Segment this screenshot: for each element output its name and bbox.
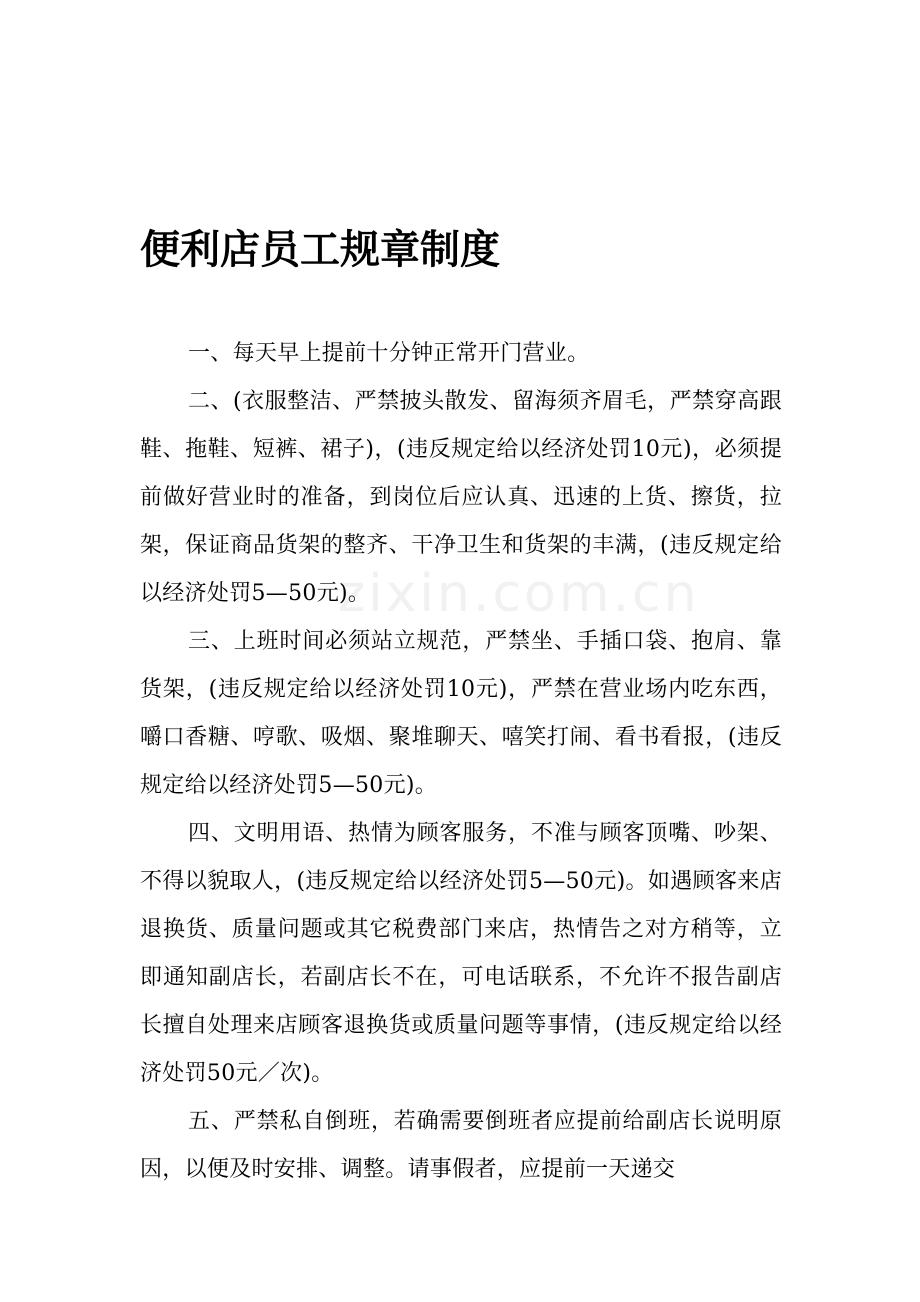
watermark: zixin.com.cn — [338, 564, 700, 624]
document-title: 便利店员工规章制度 — [140, 227, 500, 273]
rule-paragraph-4: 四、文明用语、热情为顾客服务，不准与顾客顶嘴、吵架、不得以貌取人，(违反规定给以经济处罚5—50元)。如遇顾客来店退换货、质量问题或其它税费部门来店，热情告之对方稍等，立即通知副店长，若副店长不在，可电话联系，不允许不报告副店长擅自处理来店顾客退换货或质量问题等事情，(违反规定给以经济处罚50元／次)。 — [140, 821, 782, 1086]
rule-paragraph-2: 二、(衣服整洁、严禁披头散发、留海须齐眉毛，严禁穿高跟鞋、拖鞋、短裤、裙子)，(违反规定给以经济处罚10元)，必须提前做好营业时的准备，到岗位后应认真、迅速的上货、擦货，拉架，保证商品货架的整齐、干净卫生和货架的丰满，(违反规定给以经济处罚5—50元)。 — [140, 389, 782, 606]
rule-paragraph-1: 一、每天早上提前十分钟正常开门营业。 — [188, 341, 590, 366]
document-body — [140, 330, 782, 1194]
rule-paragraph-3: 三、上班时间必须站立规范，严禁坐、手插口袋、抱肩、靠货架，(违反规定给以经济处罚10元)，严禁在营业场内吃东西，嚼口香糖、哼歌、吸烟、聚堆聊天、嘻笑打闹、看书看报，(违反规定给以经济处罚5—50元)。 — [140, 629, 782, 798]
rule-paragraph-5: 五、严禁私自倒班，若确需要倒班者应提前给副店长说明原因，以便及时安排、调整。请事假者，应提前一天递交 — [140, 1109, 782, 1182]
